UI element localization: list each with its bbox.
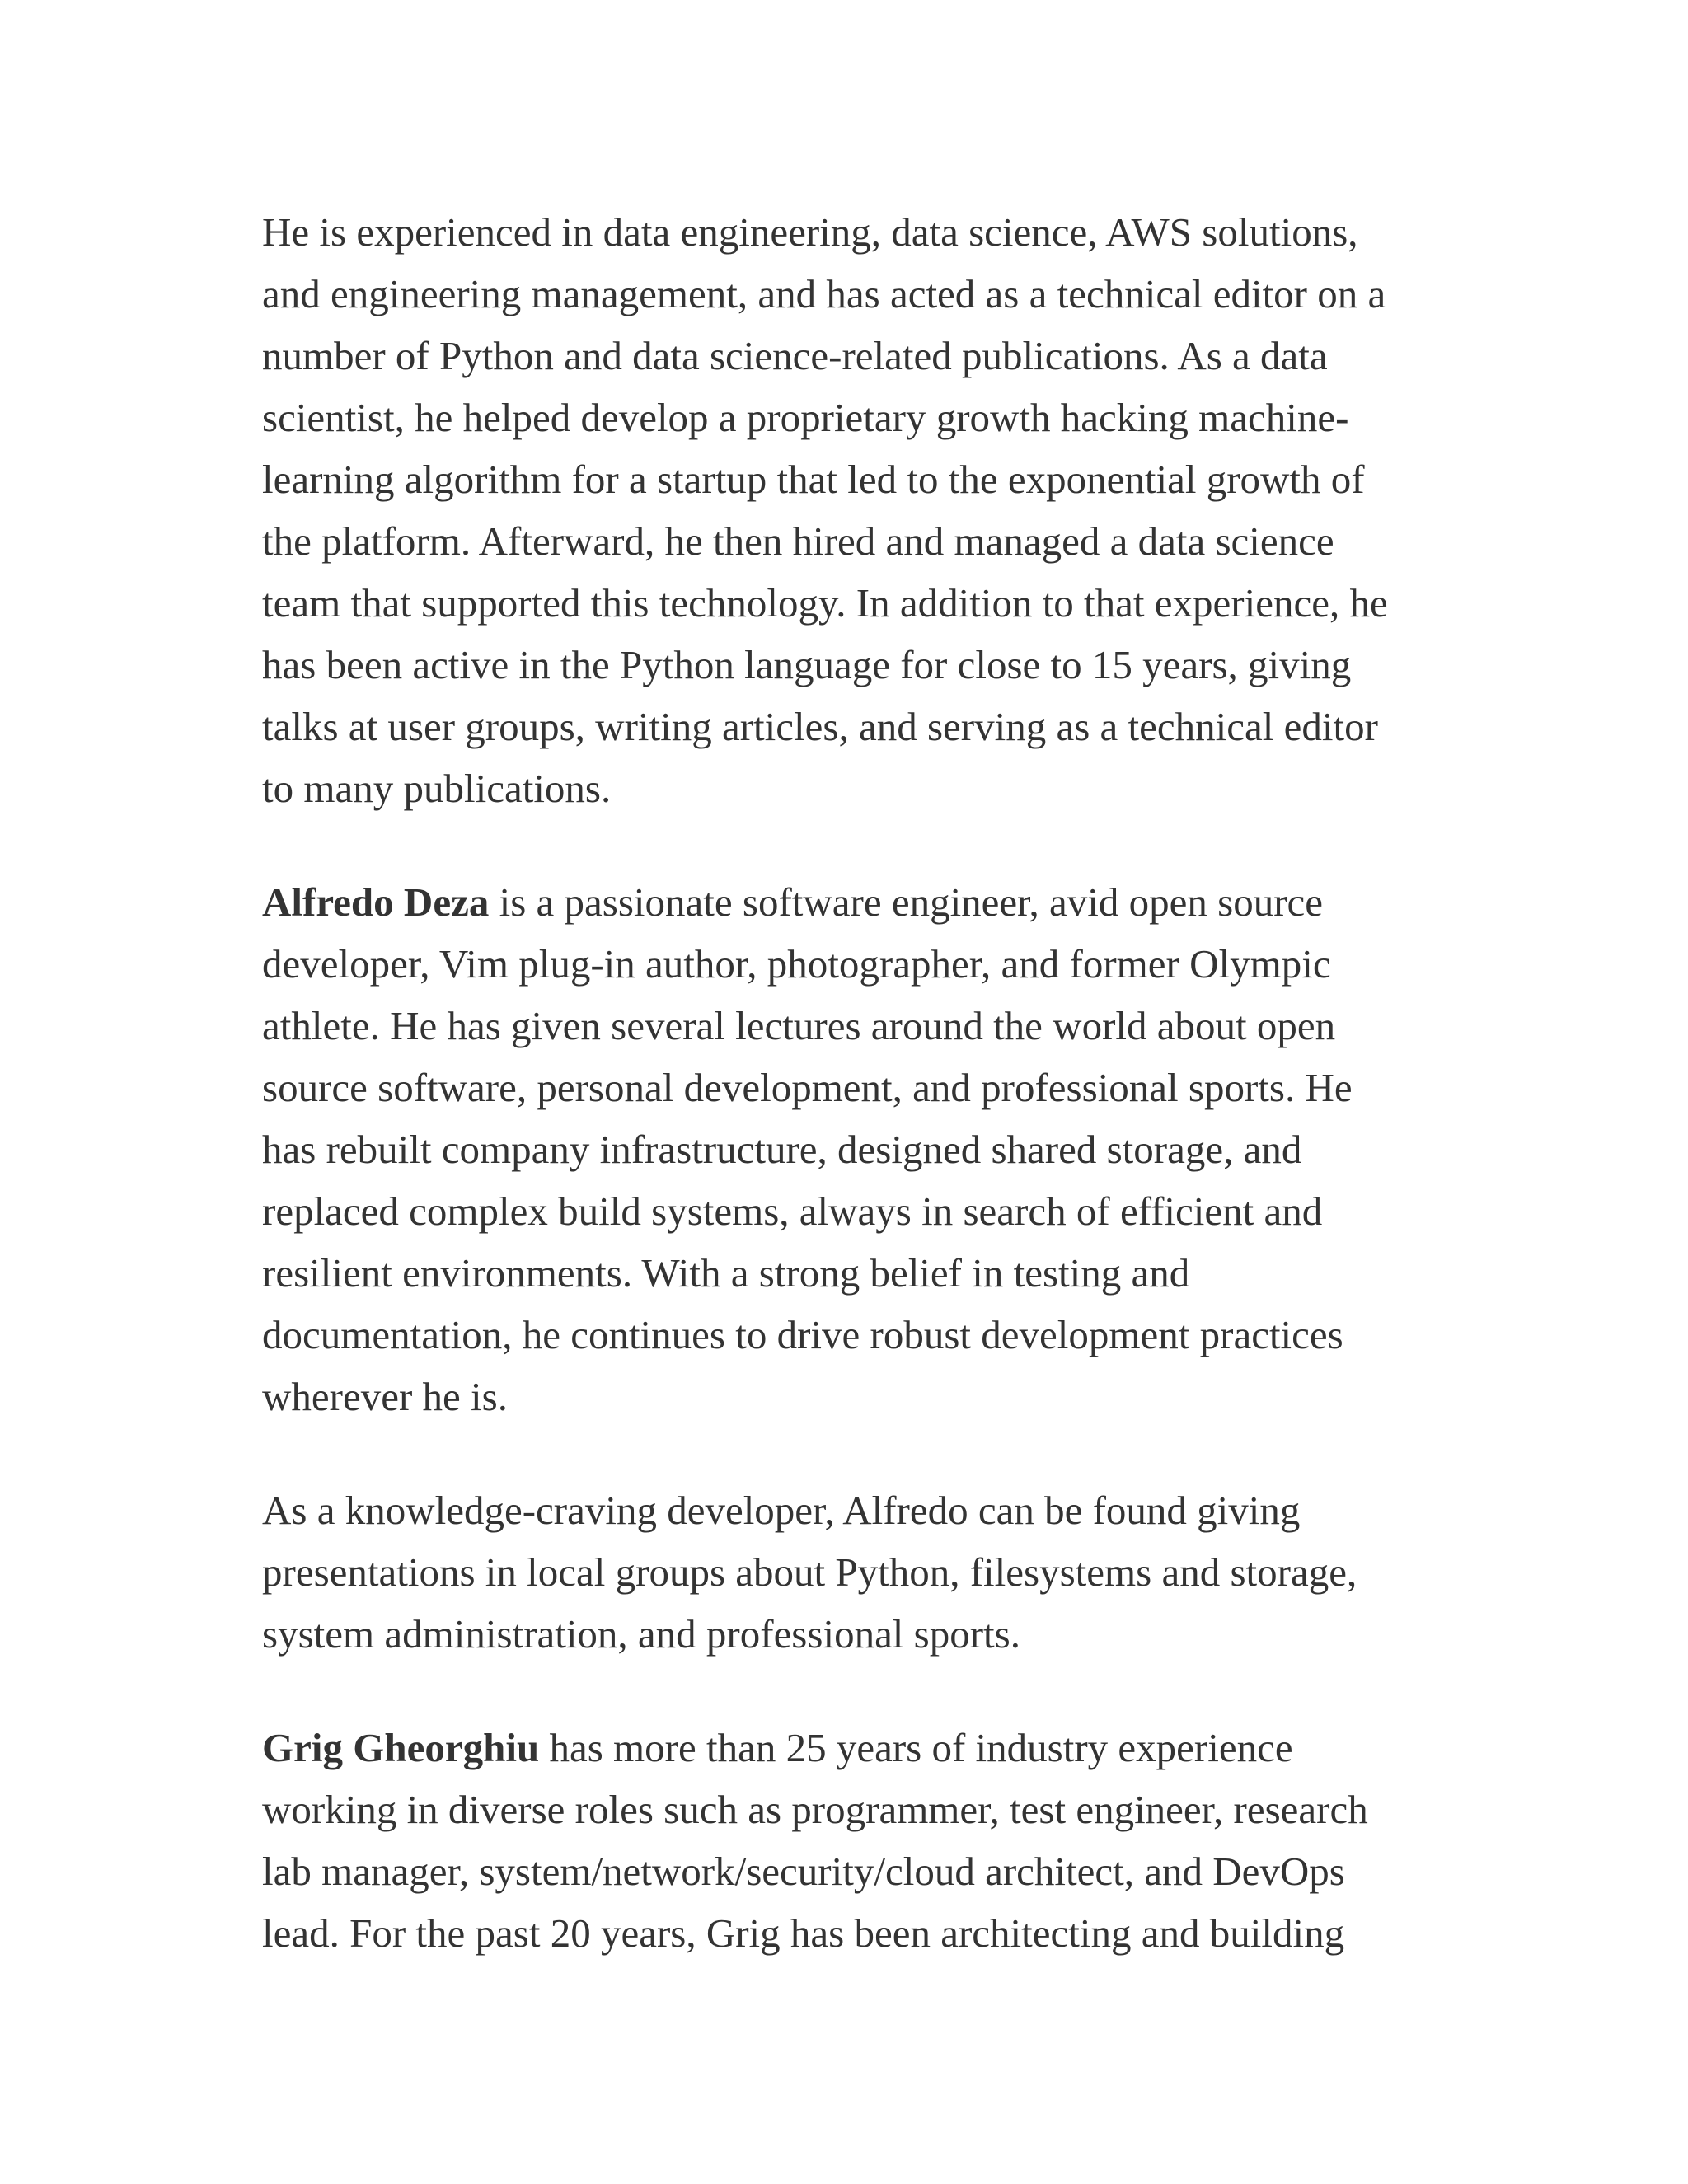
text-line: athlete. He has given several lectures around the world about open [262,1003,1336,1048]
author-name: Grig Gheorghiu [262,1725,540,1770]
text-line: He is experienced in data engineering, data science, AWS solutions, [262,209,1358,255]
text-line: number of Python and data science-related publications. As a data [262,333,1328,378]
text-line: replaced complex build systems, always in search of efficient and [262,1188,1323,1234]
paragraph-bio-continued [262,201,1432,819]
text-fragment: is a passionate software engineer, avid open source [489,879,1324,925]
text-line: lab manager, system/network/security/cloud architect, and DevOps [262,1849,1345,1894]
paragraph-alfredo-deza-bio [262,871,1432,1427]
text-line [262,871,1432,933]
text-line: documentation, he continues to drive robust development practices [262,1312,1343,1357]
text-line [262,1717,1432,1779]
paragraph-alfredo-presentations [262,1479,1432,1665]
text-line: developer, Vim plug-in author, photographer, and former Olympic [262,941,1331,987]
text-line: scientist, he helped develop a proprietary growth hacking machine- [262,395,1349,440]
author-name: Alfredo Deza [262,879,490,925]
text-fragment: has more than 25 years of industry experience [539,1725,1293,1770]
text-line: source software, personal development, and professional sports. He [262,1065,1353,1110]
text-line: presentations in local groups about Python, filesystems and storage, [262,1549,1357,1595]
text-line: and engineering management, and has acted as a technical editor on a [262,271,1386,316]
text-line: As a knowledge-craving developer, Alfredo can be found giving [262,1488,1301,1533]
text-line: has rebuilt company infrastructure, designed shared storage, and [262,1127,1302,1172]
text-line: lead. For the past 20 years, Grig has been architecting and building [262,1910,1345,1956]
document-page [262,201,1432,2016]
text-line: learning algorithm for a startup that led to the exponential growth of [262,457,1365,502]
text-line: talks at user groups, writing articles, and serving as a technical editor [262,704,1378,749]
text-line: has been active in the Python language for close to 15 years, giving [262,642,1352,687]
text-line: the platform. Afterward, he then hired and managed a data science [262,518,1334,564]
text-line: system administration, and professional sports. [262,1611,1020,1657]
text-line: wherever he is. [262,1374,508,1419]
text-line: to many publications. [262,766,612,811]
text-line: resilient environments. With a strong belief in testing and [262,1250,1190,1296]
text-line: team that supported this technology. In addition to that experience, he [262,580,1388,626]
text-line: working in diverse roles such as programmer, test engineer, research [262,1787,1368,1832]
paragraph-grig-gheorghiu-bio [262,1717,1432,1964]
